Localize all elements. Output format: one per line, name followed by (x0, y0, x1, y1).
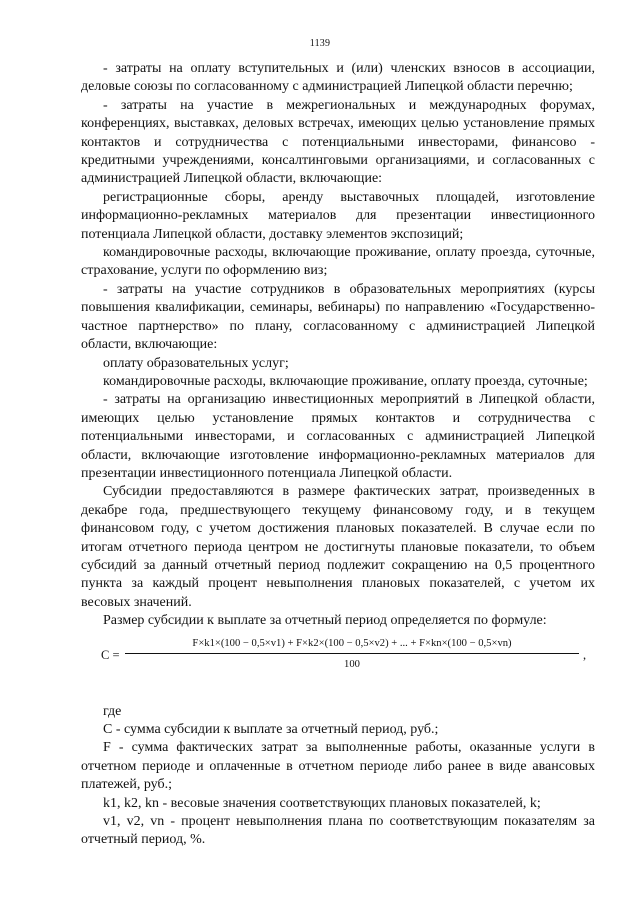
fraction-bar (125, 653, 579, 654)
definition-c: C - сумма субсидии к выплате за отчетный период, руб.; (103, 722, 439, 737)
subsidy-formula (81, 633, 595, 703)
formula-trailing-comma: , (583, 647, 587, 662)
formula-denominator: 100 (344, 658, 360, 670)
paragraph-membership-fees: - затраты на оплату вступительных и (или) членских взносов в ассоциации, деловые союзы по согласованному с администрацией Липецкой области перечню; (81, 61, 595, 95)
paragraph-registration-fees: регистрационные сборы, аренду выставочных площадей, изготовление информационно-рекламных материалов для презентации инвестиционного потенциала Липецкой области, доставку элементов экспозиций; (81, 189, 595, 242)
paragraph-formula-intro: Размер субсидии к выплате за отчетный период определяется по формуле: (103, 613, 547, 629)
paragraph-travel-expenses-2: командировочные расходы, включающие проживание, оплату проезда, суточные; (103, 373, 588, 389)
paragraph-investment-events: - затраты на организацию инвестиционных мероприятий в Липецкой области, имеющих целью установление прямых контактов и сотрудничества с потенциальными инвесторами, и согласованных с администрацией Липецкой области, включающие изготовление информационно-рекламных материалов для презентации инвестиционного потенциала Липецкой области. (81, 392, 595, 481)
page-number: 1139 (309, 38, 331, 49)
paragraph-subsidy-conditions: Субсидии предоставляются в размере фактических затрат, произведенных в декабре года, предшествующего текущему финансовому году, и в текущем финансовом году, с учетом достижения плановых показателей. В случае если по итогам отчетного периода центром не достигнуты плановые показатели, то объем субсидий за данный отчетный период подлежит сокращению на 0,5 процентного пункта за каждый процент невыполнения плановых показателей, с учетом их весовых значений. (81, 484, 595, 610)
paragraph-forums-participation: - затраты на участие в межрегиональных и международных форумах, конференциях, выставках, деловых встречах, имеющих целью установление прямых контактов и сотрудничества с потенциальными инвесторами, финансово - кредитными учреждениями, консалтинговыми организациями, и согласованных с администрацией Липецкой области, включающие: (81, 97, 595, 187)
paragraph-where: где (103, 703, 122, 719)
document-body (81, 60, 595, 850)
definition-v: v1, v2, vn - процент невыполнения плана по соответствующим показателям за отчетный период, %. (81, 814, 595, 848)
definition-k: k1, k2, kn - весовые значения соответствующих плановых показателей, k; (103, 795, 541, 811)
formula-numerator: F×k1×(100 − 0,5×v1) + F×k2×(100 − 0,5×v2) + ... + F×kn×(100 − 0,5×vn) (192, 637, 512, 649)
formula-lhs: C = (101, 647, 120, 662)
definition-f: F - сумма фактических затрат за выполненные работы, оказанные услуги в отчетном периоде и оплаченные в отчетном периоде либо ранее в виде авансовых платежей, руб.; (81, 740, 595, 793)
paragraph-travel-expenses: командировочные расходы, включающие проживание, оплату проезда, суточные, страхование, услуги по оформлению виз; (81, 245, 595, 279)
paragraph-education-payment: оплату образовательных услуг; (103, 355, 289, 371)
paragraph-education-events: - затраты на участие сотрудников в образовательных мероприятиях (курсы повышения квалификации, семинары, вебинары) по направлению «Государственно-частное партнерство» по плану, согласованному с администрацией Липецкой области, включающие: (81, 281, 595, 353)
